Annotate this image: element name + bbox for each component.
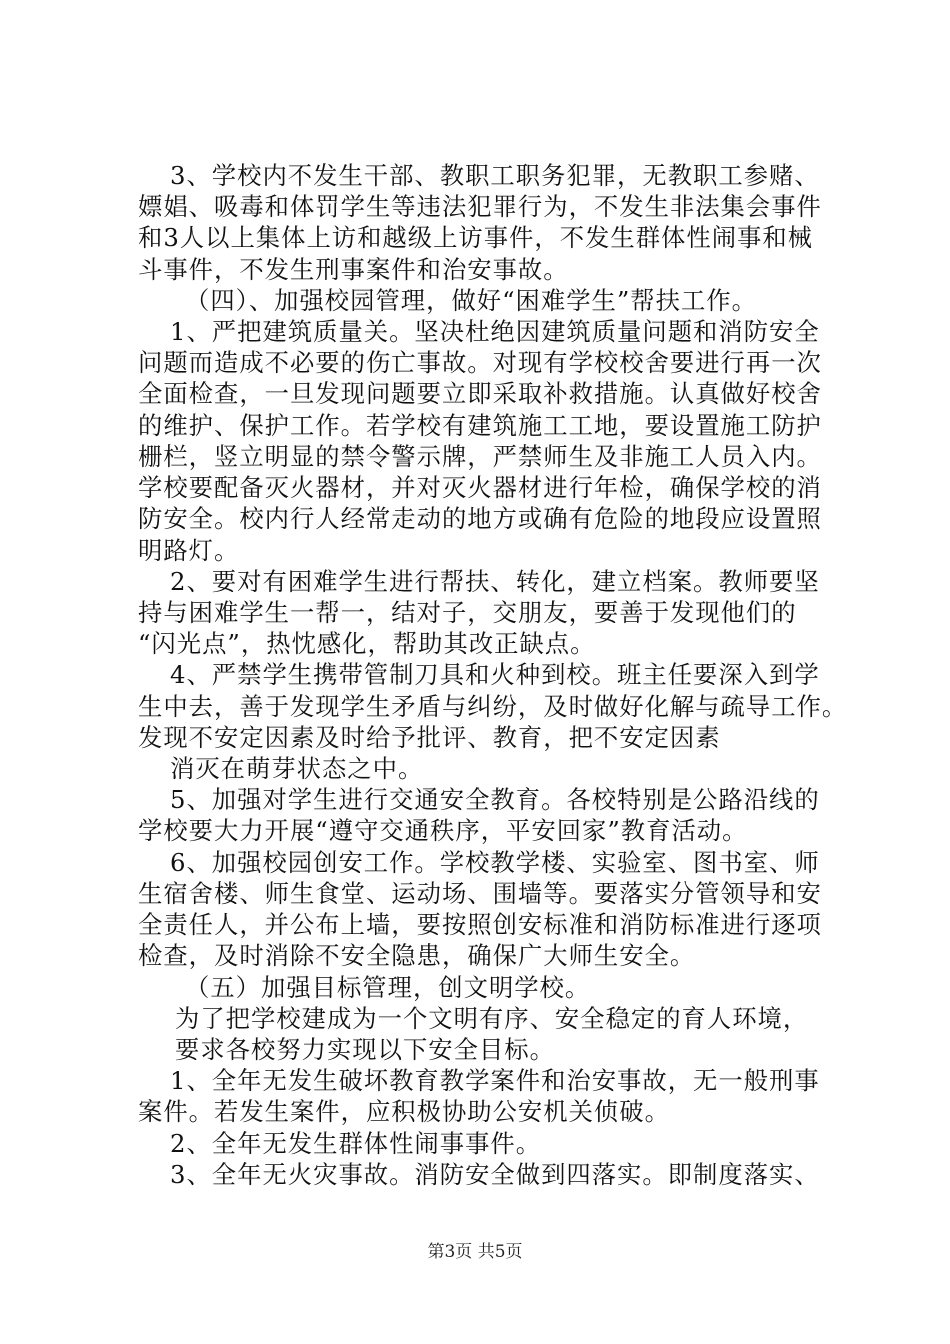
text-line: 2、全年无发生群体性闹事事件。	[170, 1128, 542, 1158]
text-line: 3、学校内不发生干部、教职工职务犯罪，无教职工参赌、	[170, 161, 820, 190]
text-line: 6、加强校园创安工作。学校教学楼、实验室、图书室、师	[170, 847, 820, 877]
text-line: 问题而造成不必要的伤亡事故。对现有学校校舍要进行再一次	[138, 348, 822, 378]
text-line: 5、加强对学生进行交通安全教育。各校特别是公路沿线的	[170, 785, 820, 815]
text-line: 全面检查，一旦发现问题要立即采取补救措施。认真做好校舍	[138, 379, 822, 409]
text-line: 3、全年无火灾事故。消防安全做到四落实。即制度落实、	[170, 1159, 820, 1189]
text-line: 案件。若发生案件，应积极协助公安机关侦破。	[138, 1097, 670, 1127]
text-line: 消灭在萌芽状态之中。	[170, 754, 424, 784]
text-line: 为了把学校建成为一个文明有序、安全稳定的育人环境，	[175, 1003, 809, 1033]
text-line: 嫖娼、吸毒和体罚学生等违法犯罪行为，不发生非法集会事件	[138, 192, 822, 222]
text-line: 斗事件，不发生刑事案件和治安事故。	[138, 254, 569, 284]
page-number-footer: 第3页 共5页	[427, 1242, 523, 1262]
text-line: 全责任人，并公布上墙，要按照创安标准和消防标准进行逐项	[138, 910, 822, 940]
text-line: 2、要对有困难学生进行帮扶、转化，建立档案。教师要坚	[170, 566, 820, 596]
text-line: 防安全。校内行人经常走动的地方或确有危险的地段应设置照	[138, 504, 822, 534]
text-line: 持与困难学生一帮一，结对子，交朋友，要善于发现他们的	[138, 597, 797, 627]
text-line: “闪光点”，热忱感化，帮助其改正缺点。	[138, 629, 596, 659]
text-line: 的维护、保护工作。若学校有建筑施工工地，要设置施工防护	[138, 410, 822, 440]
text-line: 1、严把建筑质量关。坚决杜绝因建筑质量问题和消防安全	[170, 317, 820, 347]
text-line: 生中去，善于发现学生矛盾与纠纷，及时做好化解与疏导工作。	[138, 691, 848, 721]
text-line: 生宿舍楼、师生食堂、运动场、围墙等。要落实分管领导和安	[138, 878, 822, 908]
section-heading: （五）加强目标管理，创文明学校。	[185, 972, 591, 1002]
section-heading: （四）、加强校园管理，做好“困难学生”帮扶工作。	[185, 285, 757, 315]
text-line: 检查，及时消除不安全隐患，确保广大师生安全。	[138, 941, 696, 971]
text-line: 栅栏，竖立明显的禁令警示牌，严禁师生及非施工人员入内。	[138, 441, 822, 471]
text-line: 要求各校努力实现以下安全目标。	[175, 1034, 555, 1064]
text-line: 学校要配备灭火器材，并对灭火器材进行年检，确保学校的消	[138, 473, 822, 503]
text-line: 和3人以上集体上访和越级上访事件，不发生群体性闹事和械	[138, 223, 814, 253]
text-line: 发现不安定因素及时给予批评、教育，把不安定因素	[138, 722, 721, 752]
text-line: 4、严禁学生携带管制刀具和火种到校。班主任要深入到学	[170, 660, 820, 690]
text-line: 学校要大力开展“遵守交通秩序，平安回家”教育活动。	[138, 816, 748, 846]
text-line: 1、全年无发生破坏教育教学案件和治安事故，无一般刑事	[170, 1066, 820, 1096]
text-line: 明路灯。	[138, 535, 240, 565]
